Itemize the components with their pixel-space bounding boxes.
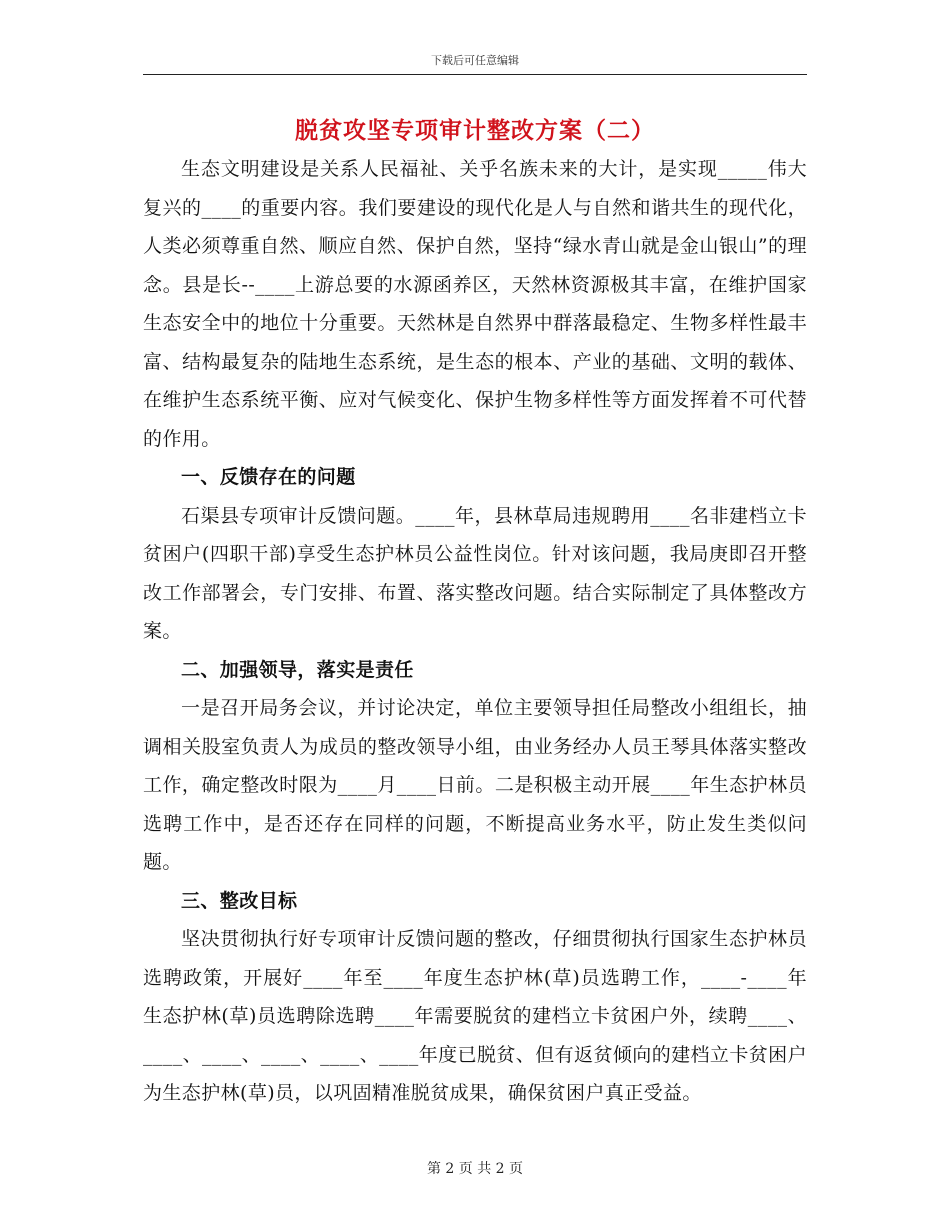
document-title: 脱贫攻坚专项审计整改方案（二） bbox=[295, 117, 655, 144]
section-heading-1: 一、反馈存在的问题 bbox=[181, 466, 356, 488]
section-heading-2: 二、加强领导，落实是责任 bbox=[181, 658, 414, 681]
page-header: 下载后可任意编辑 bbox=[431, 54, 519, 67]
section-heading-3: 三、整改目标 bbox=[181, 889, 298, 912]
page-footer: 第 2 页 共 2 页 bbox=[426, 1161, 524, 1177]
section-body-1: 石渠县专项审计反馈问题。____年，县林草局违规聘用____名非建档立卡贫困户(四职干部)享受生态护林员公益性岗位。针对该问题，我局庚即召开整改工作部署会，专门安排、布置、落实整改问题。结合实际制定了具体整改方案。 bbox=[143, 504, 807, 642]
section-body-3: 坚决贯彻执行好专项审计反馈问题的整改，仔细贯彻执行国家生态护林员选聘政策，开展好____年至____年度生态护林(草)员选聘工作，____-____年生态护林(草)员选聘除选聘____年需要脱贫的建档立卡贫困户外，续聘____、____、____、____、____、____年度已脱贫、但有返贫倾向的建档立卡贫困户为生态护林(草)员，以巩固精准脱贫成果，确保贫困户真正受益。 bbox=[143, 928, 807, 1104]
section-body-2: 一是召开局务会议，并讨论决定，单位主要领导担任局整改小组组长，抽调相关股室负责人为成员的整改领导小组，由业务经办人员王琴具体落实整改工作，确定整改时限为____月____日前。二是积极主动开展____年生态护林员选聘工作中，是否还存在同样的问题，不断提高业务水平，防止发生类似问题。 bbox=[143, 697, 807, 873]
header-divider bbox=[143, 74, 807, 75]
document-body bbox=[143, 150, 807, 1113]
intro-paragraph: 生态文明建设是关系人民福祉、关乎名族未来的大计，是实现_____伟大复兴的____的重要内容。我们要建设的现代化是人与自然和谐共生的现代化，人类必须尊重自然、顺应自然、保护自然，坚持“绿水青山就是金山银山”的理念。县是长--____上游总要的水源函养区，天然林资源极其丰富，在维护国家生态安全中的地位十分重要。天然林是自然界中群落最稳定、生物多样性最丰富、结构最复杂的陆地生态系统，是生态的根本、产业的基础、文明的载体、在维护生态系统平衡、应对气候变化、保护生物多样性等方面发挥着不可代替的作用。 bbox=[143, 158, 807, 450]
